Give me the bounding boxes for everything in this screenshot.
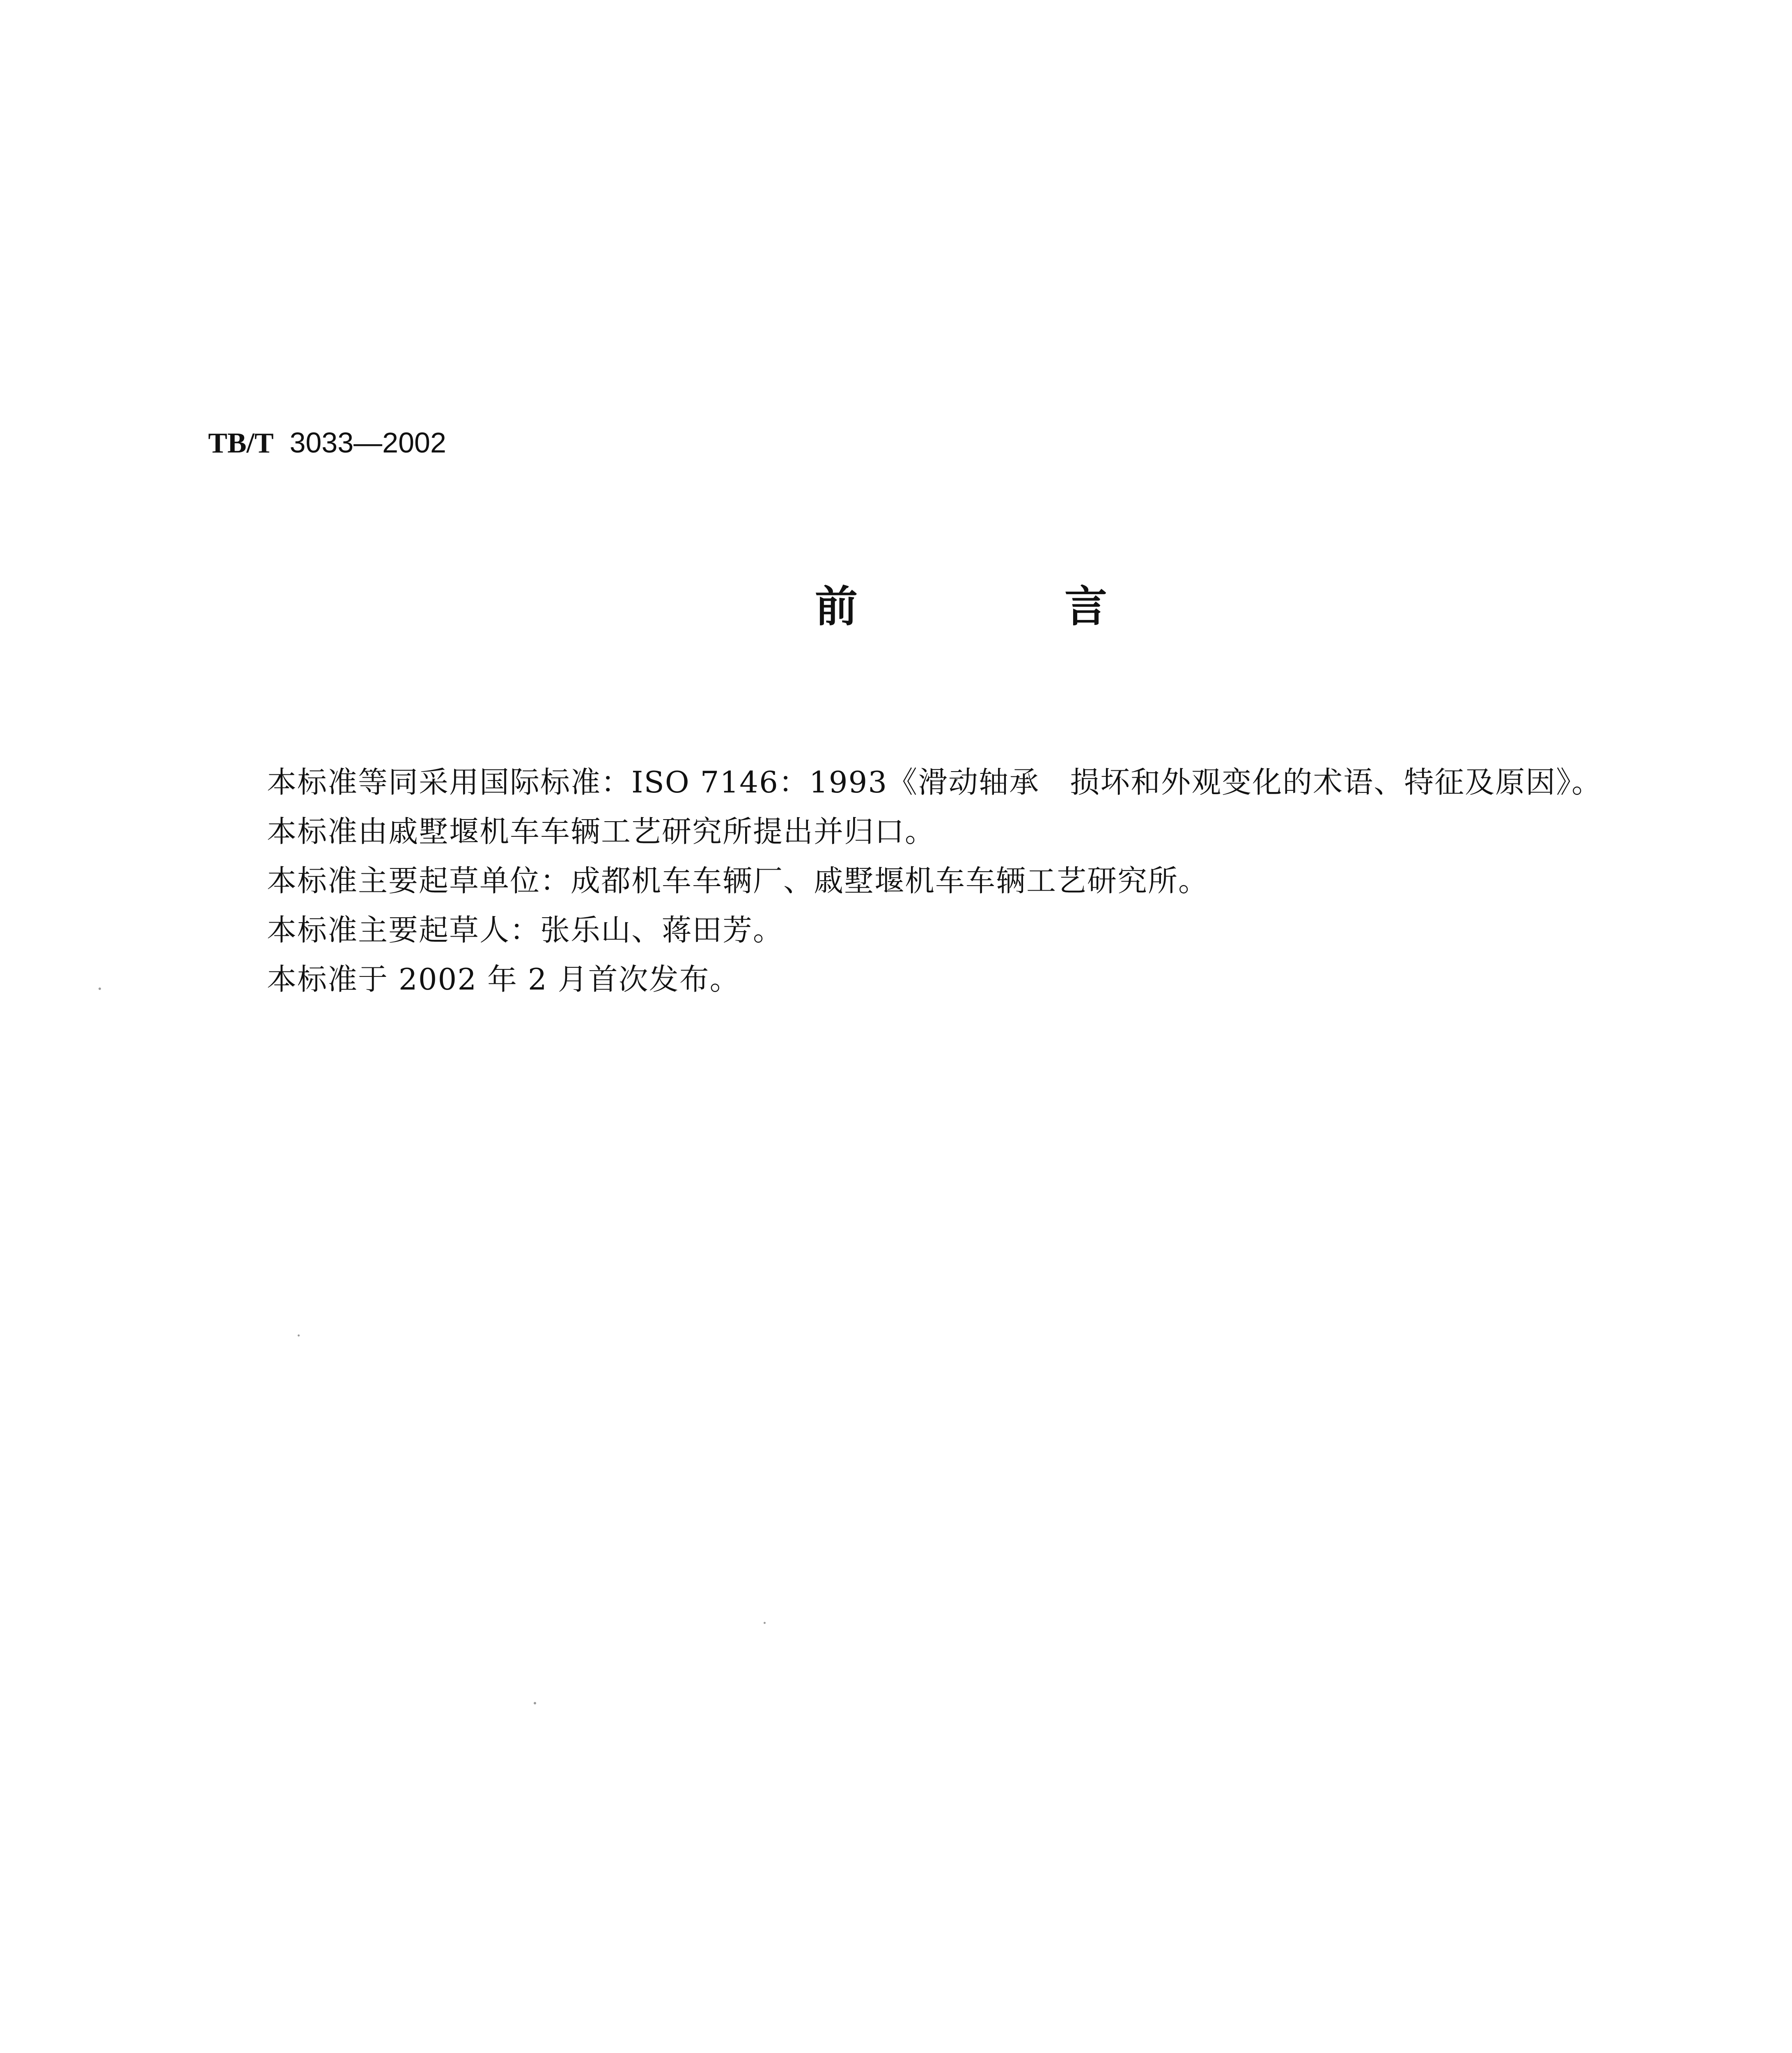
page-title: 前 言 <box>815 581 1190 632</box>
scan-speck <box>534 1702 536 1704</box>
standard-number <box>208 428 446 458</box>
paragraph-drafting-units: 本标准主要起草单位：成都机车车辆厂、戚墅堰机车车辆工艺研究所。 <box>267 863 1209 898</box>
scan-speck <box>298 1334 300 1337</box>
standard-prefix: TB/T <box>208 427 274 459</box>
foreword-body <box>185 758 1622 1004</box>
scan-speck <box>99 987 101 990</box>
paragraph-adoption: 本标准等同采用国际标准：ISO 7146：1993《滑动轴承 损坏和外观变化的术语、特征及原因》。 <box>267 765 1602 799</box>
paragraph-drafters: 本标准主要起草人：张乐山、蒋田芳。 <box>267 913 784 947</box>
paragraph-release: 本标准于 2002 年 2 月首次发布。 <box>267 962 740 997</box>
paragraph-proposer: 本标准由戚墅堰机车车辆工艺研究所提出并归口。 <box>267 814 936 849</box>
standard-code: 3033—2002 <box>289 427 446 459</box>
scan-speck <box>764 1622 766 1624</box>
